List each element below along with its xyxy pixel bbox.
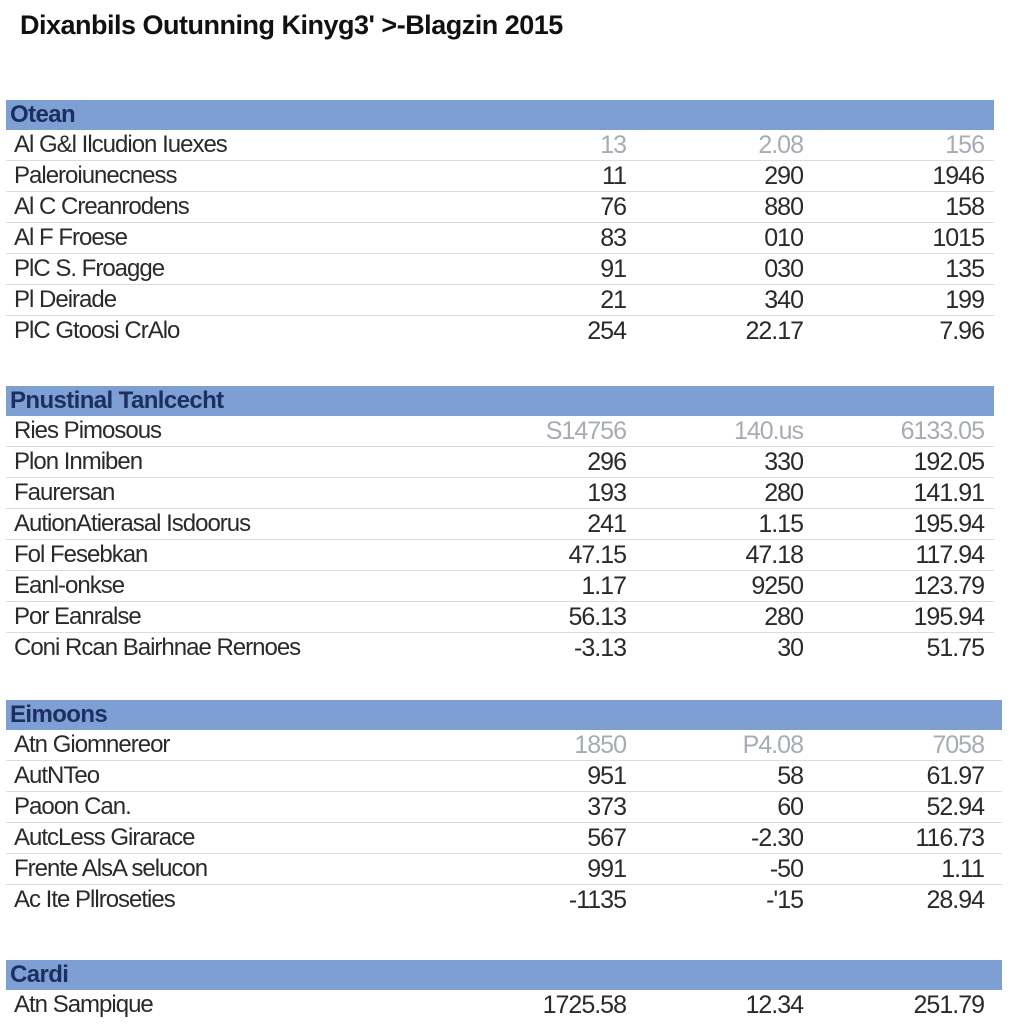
table-row: [6, 223, 994, 254]
table-row: [6, 192, 994, 223]
row-value-1: 13: [600, 131, 626, 159]
row-label: Plon Inmiben: [14, 448, 143, 475]
row-value-2: 12.34: [745, 991, 803, 1019]
row-value-3: 199: [945, 286, 984, 314]
row-value-1: 373: [587, 793, 626, 821]
row-label: Paleroiunecness: [14, 162, 177, 189]
row-value-3: 52.94: [926, 793, 984, 821]
row-value-2: 010: [764, 224, 803, 252]
row-value-3: 141.91: [913, 479, 984, 507]
row-value-3: 158: [945, 193, 984, 221]
table-row: [6, 823, 1002, 854]
row-value-2: 880: [764, 193, 803, 221]
row-label: Atn Giomnereor: [14, 731, 170, 758]
row-value-1: 91: [600, 255, 626, 283]
row-value-3: 1946: [932, 162, 984, 190]
row-label: PlC S. Froagge: [14, 255, 165, 282]
page-title: Dixanbils Outunning Kinyg3' >-Blagzin 2015: [20, 10, 563, 40]
section-eimoons: [6, 700, 1002, 916]
row-value-1: 991: [587, 855, 626, 883]
row-value-1: 193: [587, 479, 626, 507]
row-value-2: 280: [764, 479, 803, 507]
row-label: Ries Pimosous: [14, 417, 162, 444]
row-label: Coni Rcan Bairhnae Rernoes: [14, 634, 301, 661]
row-value-3: 28.94: [926, 886, 984, 914]
table-row: [6, 633, 994, 664]
row-label: PlC Gtoosi CrAlo: [14, 317, 180, 344]
row-label: Frente AlsA selucon: [14, 855, 208, 882]
section-cardi: [6, 960, 1002, 1021]
row-value-3: 51.75: [926, 634, 984, 662]
section-header: Otean: [6, 100, 994, 130]
row-label: Ac Ite Pllroseties: [14, 886, 175, 913]
table-row: [6, 478, 994, 509]
row-label: Eanl-onkse: [14, 572, 125, 599]
row-value-2: 330: [764, 448, 803, 476]
table-row: [6, 285, 994, 316]
row-value-3: 251.79: [913, 991, 984, 1019]
row-value-3: 116.73: [915, 824, 984, 852]
row-value-2: -50: [769, 855, 803, 883]
row-label: Atn Sampique: [14, 991, 153, 1018]
row-value-1: 241: [587, 510, 626, 538]
table-row: [6, 792, 1002, 823]
row-value-3: 195.94: [913, 510, 984, 538]
row-value-2: 030: [764, 255, 803, 283]
row-value-2: 60: [777, 793, 803, 821]
table-row: [6, 540, 994, 571]
row-value-2: P4.08: [742, 731, 803, 759]
row-label: AutionAtierasal Isdoorus: [14, 510, 251, 537]
row-value-1: 567: [587, 824, 626, 852]
row-value-1: 1850: [574, 731, 626, 759]
section-header: Pnustinal Tanlcecht: [6, 386, 994, 416]
row-value-1: 56.13: [568, 603, 626, 631]
row-value-1: 21: [600, 286, 626, 314]
row-value-3: 7.96: [939, 317, 984, 345]
row-label: Por Eanralse: [14, 603, 141, 630]
row-value-2: 58: [777, 762, 803, 790]
row-value-2: 140.us: [733, 417, 803, 445]
section-pnustinal: [6, 386, 994, 664]
section-header: Eimoons: [6, 700, 1002, 730]
row-value-1: 11: [602, 162, 626, 190]
row-value-3: 6133.05: [900, 417, 984, 445]
row-value-2: 9250: [751, 572, 803, 600]
row-value-1: 951: [587, 762, 626, 790]
table-row: [6, 130, 994, 161]
row-label: AutcLess Girarace: [14, 824, 195, 851]
row-label: Paoon Can.: [14, 793, 131, 820]
row-value-2: 340: [764, 286, 803, 314]
row-value-1: 47.15: [568, 541, 626, 569]
table-row: [6, 571, 994, 602]
table-row: [6, 447, 994, 478]
table-row: [6, 990, 1002, 1021]
row-value-3: 1.11: [941, 855, 984, 883]
table-row: [6, 602, 994, 633]
row-label: Al F Froese: [14, 224, 128, 251]
row-value-1: 76: [600, 193, 626, 221]
row-value-2: 1.15: [758, 510, 803, 538]
row-value-2: 2.08: [758, 131, 803, 159]
row-label: Al C Creanrodens: [14, 193, 189, 220]
row-value-3: 123.79: [913, 572, 984, 600]
row-label: Fol Fesebkan: [14, 541, 148, 568]
table-row: [6, 316, 994, 347]
row-value-3: 61.97: [926, 762, 984, 790]
row-label: Pl Deirade: [14, 286, 117, 313]
table-row: [6, 885, 1002, 916]
section-header: Cardi: [6, 960, 1002, 990]
row-label: AutNTeo: [14, 762, 100, 789]
row-value-1: 254: [587, 317, 626, 345]
row-value-1: -1135: [568, 886, 626, 914]
row-value-3: 1015: [932, 224, 984, 252]
row-value-2: 290: [764, 162, 803, 190]
table-row: [6, 416, 994, 447]
row-value-1: 1.17: [581, 572, 626, 600]
row-label: Al G&l Ilcudion Iuexes: [14, 131, 227, 158]
row-value-3: 117.94: [915, 541, 984, 569]
table-row: [6, 761, 1002, 792]
row-value-3: 135: [945, 255, 984, 283]
table-row: [6, 509, 994, 540]
table-row: [6, 854, 1002, 885]
row-label: Faurersan: [14, 479, 115, 506]
row-value-1: S14756: [545, 417, 626, 445]
row-value-2: 22.17: [745, 317, 803, 345]
row-value-2: 47.18: [745, 541, 803, 569]
row-value-3: 195.94: [913, 603, 984, 631]
row-value-1: 296: [587, 448, 626, 476]
row-value-1: 1725.58: [542, 991, 626, 1019]
row-value-1: 83: [600, 224, 626, 252]
table-row: [6, 254, 994, 285]
row-value-3: 156: [945, 131, 984, 159]
table-row: [6, 161, 994, 192]
row-value-3: 192.05: [913, 448, 984, 476]
row-value-3: 7058: [932, 731, 984, 759]
row-value-1: -3.13: [574, 634, 626, 662]
row-value-2: 30: [777, 634, 803, 662]
section-otean: [6, 100, 994, 347]
row-value-2: -2.30: [751, 824, 803, 852]
table-row: [6, 730, 1002, 761]
row-value-2: -'15: [766, 886, 803, 914]
row-value-2: 280: [764, 603, 803, 631]
